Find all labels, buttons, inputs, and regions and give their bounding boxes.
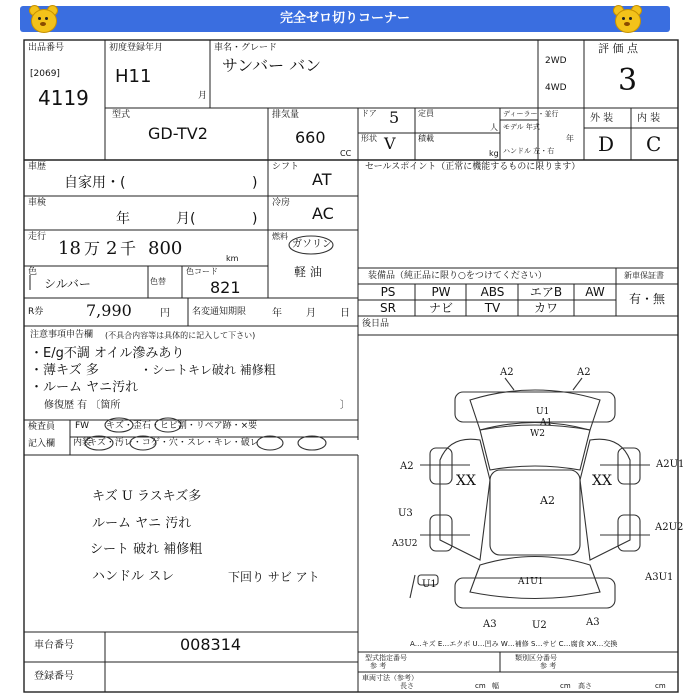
fw-items: キズ・歪石・ヒビ割・リペア跡・×要 [106,421,258,431]
notes-line-2: ・薄キズ 多 [30,363,99,378]
mark-rear-bumper-right: A3 [586,617,600,628]
equip-aw: AW [585,285,605,299]
drive-4wd: 4WD [545,83,567,93]
fuel-gasoline: ガソリン [292,239,332,250]
equip-abs: ABS [480,285,505,299]
equip-leather: カワ [533,301,558,315]
dims-width-unit: cm [560,682,571,690]
car-name-value: サンバー バン [222,56,322,75]
inspector-label: 検査員 [28,422,56,432]
dealer-label: ディーラー・並行 [503,110,559,118]
inspector-entry-label: 記入欄 [28,439,56,449]
classification-label: 類別区分番号 [515,654,557,662]
doors-label: ドア [361,109,377,118]
shift-label: シフト [272,162,300,172]
displacement-unit: CC [340,149,352,158]
inspection-month: 月( [176,211,196,227]
equip-sr: SR [380,301,396,315]
name-change-day: 日 [340,308,350,319]
inspector-note-3: シート 破れ 補修粗 [90,542,203,557]
inspection-close: ) [252,211,258,227]
ac-value: AC [312,204,334,223]
warranty-label: 新車保証書 [624,271,664,280]
dims-height: 高さ [578,682,592,690]
displacement-label: 排気量 [272,110,300,120]
mark-right-rear: A2U2 [655,522,684,533]
chassis-number: 008314 [180,635,242,654]
inspection-label: 車検 [28,198,47,208]
equip-ps: PS [380,285,396,299]
warranty-value: 有・無 [628,292,665,306]
inspection-year: 年 [116,211,130,227]
load-label: 積載 [418,134,434,143]
shape-value: V [384,134,396,153]
mileage-man: 18 [58,238,81,259]
mark-left-exchange: XX [456,473,476,489]
first-registration-month: 月 [198,91,208,101]
equip-pw: PW [431,285,451,299]
equip-tv: TV [484,301,501,315]
dims-height-unit: cm [655,682,666,690]
model-label: 型式 [112,110,131,120]
mark-roof: A2 [540,494,555,507]
mark-left-front: A2 [400,461,414,472]
name-change-label: 名変通知期限 [192,307,247,317]
lot-sub-number: [2069] [30,69,60,79]
lot-label: 出品番号 [28,43,65,53]
mileage-sen: 2 [106,238,118,259]
notes-line-3: ・ルーム ヤニ汚れ [30,380,139,395]
model-value: GD-TV2 [148,124,208,143]
chassis-label: 車台番号 [34,640,74,651]
classification-ref: 参 考 [540,662,557,670]
mark-hood: U1 [536,407,550,417]
sales-point-label: セールスポイント（正常に機能するものに限ります） [365,162,581,172]
dims-label: 車両寸法（参考） [362,674,418,682]
equipment-label: 装備品（純正品に限り○をつけてください） [368,271,547,281]
designation-ref: 参 考 [370,662,387,670]
drive-2wd: 2WD [545,56,567,66]
equip-navi: ナビ [428,301,453,315]
color-change-label: 色替 [150,277,166,286]
first-registration-value: H11 [115,66,152,87]
inspector-note-4: ハンドル スレ [92,569,175,584]
interior-label: 内 装 [637,113,661,124]
capacity-unit: 人 [490,123,498,132]
shift-value: AT [312,170,332,189]
mark-rear-left-corner: U1 [422,579,437,590]
exterior-label: 外 装 [590,113,614,124]
inspector-note-1: キズ U ラスキズ多 [92,489,202,504]
equip-airbag: エアB [529,285,563,299]
mileage-sen-unit: 千 [120,239,137,258]
history-value: 自家用・( [64,175,126,191]
mark-rear-right-corner: A3U1 [645,572,674,583]
recycle-value: 7,990 [86,301,132,320]
notes-line-2-handwritten: ・シートキレ破れ 補修粗 [140,363,276,377]
displacement-value: 660 [295,128,326,147]
banner-title: 完全ゼロ切りコーナー [279,11,410,26]
mileage-label: 走行 [28,232,47,242]
inspector-note-2: ルーム ヤニ 汚れ [92,516,192,531]
notes-hint: (不具合内容等は具体的に記入して下さい) [105,331,256,340]
dims-length-unit: cm [475,682,486,690]
notes-line-4: 修復歴 有 〔箇所 [44,400,121,411]
notes-label: 注意事項申告欄 [30,330,94,340]
fw-label: FW [75,421,90,431]
mark-left-mid: U3 [398,508,413,519]
fuel-label: 燃料 [272,232,288,241]
mileage-rest: 800 [148,238,183,259]
doors-value: 5 [389,108,400,127]
mark-front-left: A2 [500,367,514,378]
mark-windshield: W2 [530,429,545,439]
car-name-label: 車名・グレード [214,43,278,53]
model-year-unit: 年 [566,134,574,143]
damage-legend: A…キズ E…エクボ U…凹み W…補修 S…サビ C…腐食 XX…交換 [410,640,618,648]
color-label: 色 [28,267,38,277]
fuel-diesel: 軽 油 [294,265,322,279]
mark-left-rear: A3U2 [392,539,418,549]
mileage-man-unit: 万 [84,239,101,258]
color-value: シルバー [44,277,91,291]
model-year-label: モデル 年式 [503,123,540,131]
notes-line-4-close: 〕 [340,400,350,411]
grade-label: 評 価 点 [598,42,638,55]
mileage-unit: km [226,254,239,263]
interior-grade: C [646,132,662,156]
registration-label: 登録番号 [34,671,74,682]
shape-label: 形状 [361,134,377,143]
lot-number: 4119 [38,86,89,110]
mark-hood-2: A1 [540,418,553,428]
car-damage-diagram [410,378,650,608]
capacity-label: 定員 [418,109,434,118]
mark-rear-bumper-center: U2 [532,620,547,631]
load-unit: kg [489,149,499,158]
name-change-year: 年 [272,308,282,319]
color-code-label: 色コード [186,267,218,276]
handle-label: ハンドル 左・右 [503,147,555,155]
interior-inspect-label: 内装 [73,438,92,448]
mark-front-right: A2 [577,367,591,378]
grade-value: 3 [618,63,638,98]
dims-length: 長さ [400,682,414,690]
name-change-month: 月 [306,308,316,319]
first-registration-label: 初度登録年月 [109,43,164,53]
ac-label: 冷房 [272,198,291,208]
history-label: 車歴 [28,162,47,172]
color-code: 821 [210,278,241,297]
designation-label: 型式指定番号 [365,654,407,662]
inspector-note-4b: 下回り サビ アト [228,570,320,584]
mark-tailgate: A1U1 [518,577,544,587]
history-close: ) [252,175,258,191]
recycle-unit: 円 [160,308,170,319]
notes-line-1: ・E/g不調 オイル滲みあり [30,346,185,361]
interior-inspect-items: キズ・汚レ・コゲ・穴・スレ・キレ・破レ [88,438,259,448]
exterior-grade: D [598,132,615,156]
recycle-label: R券 [28,307,44,317]
mark-right-exchange: XX [592,473,612,489]
later-items-label: 後日品 [362,319,390,329]
mark-rear-bumper-left: A3 [483,619,497,630]
dims-width: 幅 [492,682,499,690]
mark-right-front: A2U1 [656,459,685,470]
